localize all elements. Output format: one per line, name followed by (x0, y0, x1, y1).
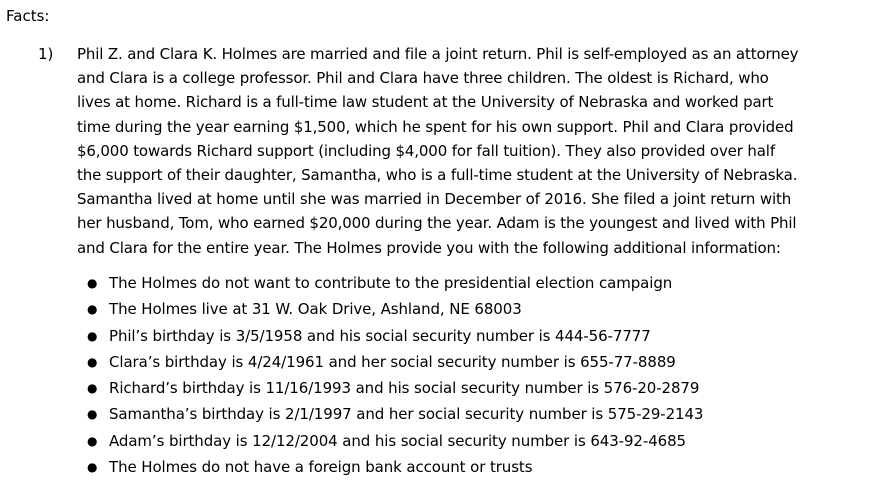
paragraph-line: the support of their daughter, Samantha, who is a full-time student at the University of Nebraska. (77, 166, 798, 185)
paragraph-line: and Clara for the entire year. The Holmes provide you with the following additional information: (77, 238, 781, 257)
list-item-text: Adam’s birthday is 12/12/2004 and his social security number is 643-92-4685 (109, 431, 686, 450)
bullet-icon: ● (87, 381, 98, 396)
item-number: 1) (38, 45, 54, 63)
list-item-text: Samantha’s birthday is 2/1/1997 and her social security number is 575-29-2143 (109, 405, 704, 424)
list-item-text: The Holmes do not have a foreign bank account or trusts (109, 458, 533, 477)
facts-paragraph (77, 42, 867, 260)
list-item-text: The Holmes live at 31 W. Oak Drive, Ashland, NE 68003 (109, 300, 522, 319)
list-item-text: Richard’s birthday is 11/16/1993 and his social security number is 576-20-2879 (109, 379, 700, 398)
facts-heading: Facts: (6, 7, 50, 25)
list-item-text: Clara’s birthday is 4/24/1961 and her social security number is 655-77-8889 (109, 352, 676, 371)
paragraph-line: lives at home. Richard is a full-time law student at the University of Nebraska and worked part (77, 93, 774, 112)
paragraph-line: Samantha lived at home until she was married in December of 2016. She filed a joint return with (77, 190, 792, 209)
bullet-icon: ● (87, 302, 98, 317)
paragraph-line: $6,000 towards Richard support (including $4,000 for fall tuition). They also provided over half (77, 141, 775, 160)
list-item-text: The Holmes do not want to contribute to the presidential election campaign (109, 274, 673, 292)
paragraph-line: and Clara is a college professor. Phil and Clara have three children. The oldest is Richard, who (77, 69, 769, 88)
bullet-icon: ● (87, 354, 98, 369)
bullet-icon: ● (87, 328, 98, 343)
bullet-icon: ● (87, 407, 98, 422)
paragraph-line: her husband, Tom, who earned $20,000 during the year. Adam is the youngest and lived with Phil (77, 214, 797, 233)
paragraph-line: time during the year earning $1,500, which he spent for his own support. Phil and Clara provided (77, 117, 794, 136)
paragraph-line: Phil Z. and Clara K. Holmes are married and file a joint return. Phil is self-employed as an attorney (77, 45, 799, 63)
bullet-icon: ● (87, 433, 98, 448)
bullet-icon: ● (87, 460, 98, 475)
bullet-icon: ● (87, 276, 98, 290)
list-item-text: Phil’s birthday is 3/5/1958 and his social security number is 444-56-7777 (109, 326, 651, 345)
